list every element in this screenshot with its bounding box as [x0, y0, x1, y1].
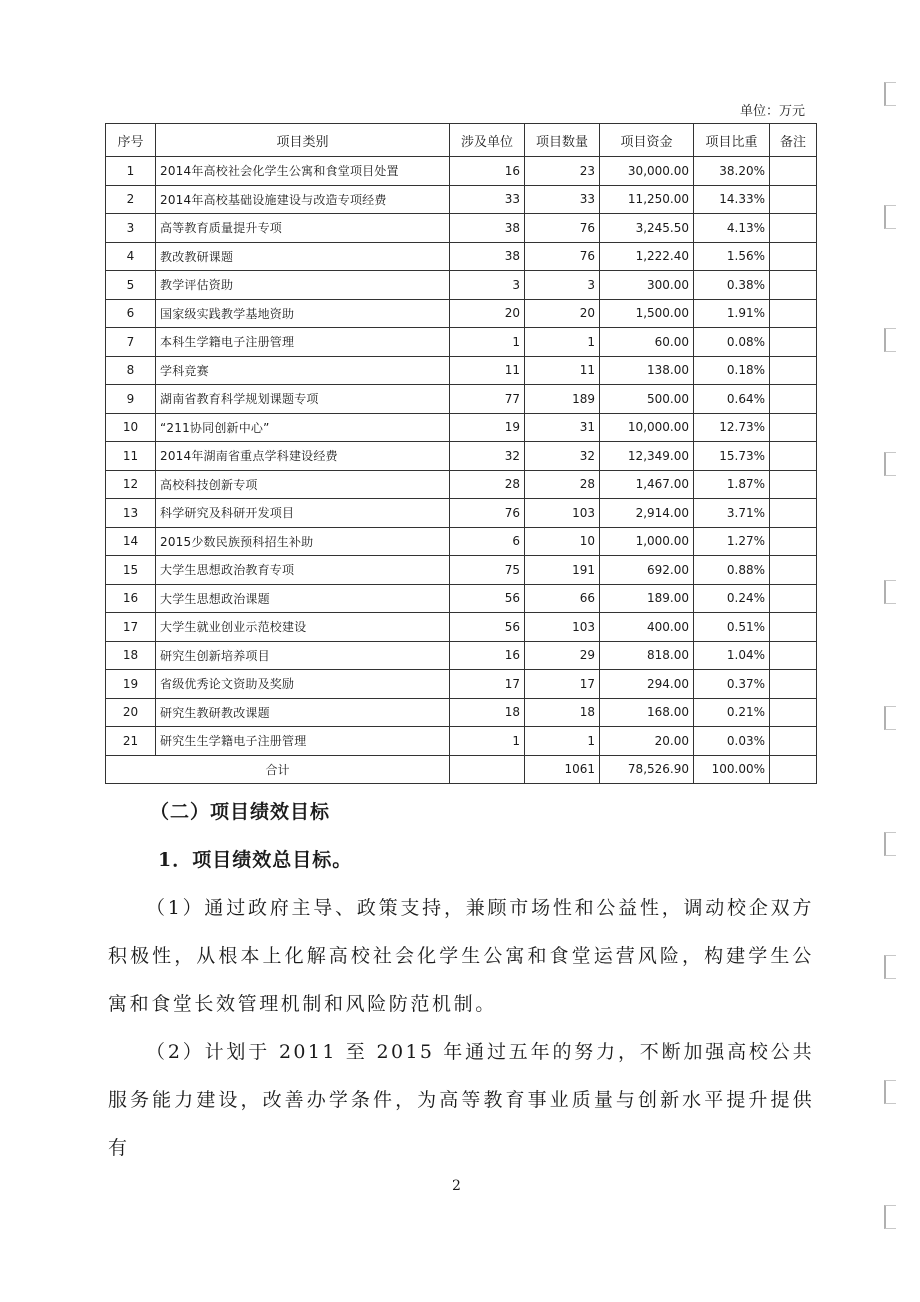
- cell-note: [770, 214, 817, 243]
- page-number: 2: [452, 1178, 461, 1194]
- cell-funds: 20.00: [600, 727, 694, 756]
- cell-category: 科学研究及科研开发项目: [156, 499, 450, 528]
- cell-no: 2: [106, 185, 156, 214]
- cell-note: [770, 527, 817, 556]
- cell-units: 75: [450, 556, 525, 585]
- header-cell-note: 备注: [770, 124, 817, 157]
- project-budget-table: [105, 123, 817, 784]
- cell-no: 14: [106, 527, 156, 556]
- cell-funds: 60.00: [600, 328, 694, 357]
- cell-category: 大学生思想政治教育专项: [156, 556, 450, 585]
- cell-funds: 1,467.00: [600, 470, 694, 499]
- cell-funds: 1,500.00: [600, 299, 694, 328]
- cell-category: 2014年高校基础设施建设与改造专项经费: [156, 185, 450, 214]
- unit-label: 单位：万元: [740, 104, 806, 119]
- table-row: [106, 499, 817, 528]
- cell-note: [770, 556, 817, 585]
- cell-units: 6: [450, 527, 525, 556]
- cell-count: 1: [525, 328, 600, 357]
- table-row: [106, 442, 817, 471]
- cell-category: 教改教研课题: [156, 242, 450, 271]
- cell-no: 17: [106, 613, 156, 642]
- cell-funds: 2,914.00: [600, 499, 694, 528]
- cell-share: 38.20%: [694, 157, 770, 186]
- binding-mark: [884, 82, 896, 106]
- header-cell-count: 项目数量: [525, 124, 600, 157]
- cell-units: 1: [450, 328, 525, 357]
- table-row: [106, 413, 817, 442]
- table-row: [106, 299, 817, 328]
- cell-category: 大学生就业创业示范校建设: [156, 613, 450, 642]
- table-body: [106, 157, 817, 784]
- cell-units: 16: [450, 641, 525, 670]
- cell-funds: 500.00: [600, 385, 694, 414]
- cell-units: 11: [450, 356, 525, 385]
- cell-note: [770, 613, 817, 642]
- header-cell-funds: 项目资金: [600, 124, 694, 157]
- cell-share: 15.73%: [694, 442, 770, 471]
- cell-funds: 189.00: [600, 584, 694, 613]
- cell-category: 湖南省教育科学规划课题专项: [156, 385, 450, 414]
- table-row: [106, 698, 817, 727]
- cell-category: 教学评估资助: [156, 271, 450, 300]
- cell-category: 本科生学籍电子注册管理: [156, 328, 450, 357]
- cell-note: [770, 242, 817, 271]
- cell-count: 11: [525, 356, 600, 385]
- cell-note: [770, 499, 817, 528]
- cell-no: 18: [106, 641, 156, 670]
- cell-units: 16: [450, 157, 525, 186]
- cell-funds: 294.00: [600, 670, 694, 699]
- cell-category: 高校科技创新专项: [156, 470, 450, 499]
- cell-units: 33: [450, 185, 525, 214]
- cell-funds: 400.00: [600, 613, 694, 642]
- cell-count: 191: [525, 556, 600, 585]
- cell-note: [770, 470, 817, 499]
- cell-units: 3: [450, 271, 525, 300]
- cell-category: 2014年高校社会化学生公寓和食堂项目处置: [156, 157, 450, 186]
- cell-count: 103: [525, 613, 600, 642]
- cell-share: 1.91%: [694, 299, 770, 328]
- cell-funds: 300.00: [600, 271, 694, 300]
- cell-no: 15: [106, 556, 156, 585]
- cell-no: 9: [106, 385, 156, 414]
- total-note: [770, 755, 817, 784]
- cell-no: 13: [106, 499, 156, 528]
- cell-units: 76: [450, 499, 525, 528]
- total-share: 100.00%: [694, 755, 770, 784]
- cell-units: 77: [450, 385, 525, 414]
- cell-funds: 1,000.00: [600, 527, 694, 556]
- total-units: [450, 755, 525, 784]
- table-row: [106, 242, 817, 271]
- cell-no: 19: [106, 670, 156, 699]
- binding-mark: [884, 205, 896, 229]
- table-row: [106, 271, 817, 300]
- cell-share: 12.73%: [694, 413, 770, 442]
- binding-mark: [884, 452, 896, 476]
- cell-funds: 818.00: [600, 641, 694, 670]
- cell-funds: 10,000.00: [600, 413, 694, 442]
- cell-funds: 12,349.00: [600, 442, 694, 471]
- cell-count: 1: [525, 727, 600, 756]
- cell-category: 研究生生学籍电子注册管理: [156, 727, 450, 756]
- total-row: [106, 755, 817, 784]
- header-cell-category: 项目类别: [156, 124, 450, 157]
- table-row: [106, 527, 817, 556]
- cell-count: 33: [525, 185, 600, 214]
- cell-category: 2014年湖南省重点学科建设经费: [156, 442, 450, 471]
- cell-note: [770, 413, 817, 442]
- cell-category: 研究生创新培养项目: [156, 641, 450, 670]
- cell-count: 10: [525, 527, 600, 556]
- cell-no: 8: [106, 356, 156, 385]
- cell-count: 17: [525, 670, 600, 699]
- cell-share: 0.51%: [694, 613, 770, 642]
- cell-share: 0.38%: [694, 271, 770, 300]
- header-cell-no: 序号: [106, 124, 156, 157]
- cell-category: 研究生教研教改课题: [156, 698, 450, 727]
- cell-note: [770, 670, 817, 699]
- total-label: 合计: [106, 755, 450, 784]
- paragraph-2: （2）计划于 2011 至 2015 年通过五年的努力，不断加强高校公共服务能力建设，改善办学条件，为高等教育事业质量与创新水平提升提供有: [108, 1041, 814, 1159]
- table-row: [106, 470, 817, 499]
- cell-note: [770, 698, 817, 727]
- cell-category: 大学生思想政治课题: [156, 584, 450, 613]
- cell-note: [770, 442, 817, 471]
- cell-no: 6: [106, 299, 156, 328]
- cell-count: 29: [525, 641, 600, 670]
- cell-note: [770, 299, 817, 328]
- cell-note: [770, 271, 817, 300]
- cell-no: 3: [106, 214, 156, 243]
- cell-no: 20: [106, 698, 156, 727]
- binding-mark: [884, 1205, 896, 1229]
- table-row: [106, 613, 817, 642]
- cell-funds: 1,222.40: [600, 242, 694, 271]
- cell-no: 12: [106, 470, 156, 499]
- paragraph-1: （1）通过政府主导、政策支持，兼顾市场性和公益性，调动校企双方积极性，从根本上化解高校社会化学生公寓和食堂运营风险，构建学生公寓和食堂长效管理机制和风险防范机制。: [108, 897, 814, 1015]
- cell-share: 0.03%: [694, 727, 770, 756]
- cell-note: [770, 185, 817, 214]
- cell-share: 14.33%: [694, 185, 770, 214]
- cell-no: 5: [106, 271, 156, 300]
- cell-category: 高等教育质量提升专项: [156, 214, 450, 243]
- cell-units: 28: [450, 470, 525, 499]
- cell-no: 10: [106, 413, 156, 442]
- cell-note: [770, 584, 817, 613]
- cell-share: 0.18%: [694, 356, 770, 385]
- cell-share: 4.13%: [694, 214, 770, 243]
- header-cell-units: 涉及单位: [450, 124, 525, 157]
- cell-units: 17: [450, 670, 525, 699]
- cell-share: 0.08%: [694, 328, 770, 357]
- cell-funds: 168.00: [600, 698, 694, 727]
- cell-share: 0.64%: [694, 385, 770, 414]
- cell-share: 3.71%: [694, 499, 770, 528]
- cell-no: 4: [106, 242, 156, 271]
- binding-mark: [884, 1080, 896, 1104]
- header-cell-share: 项目比重: [694, 124, 770, 157]
- cell-funds: 138.00: [600, 356, 694, 385]
- cell-units: 38: [450, 214, 525, 243]
- total-count: 1061: [525, 755, 600, 784]
- cell-note: [770, 328, 817, 357]
- cell-share: 1.87%: [694, 470, 770, 499]
- table-header-row: [106, 124, 817, 157]
- binding-mark: [884, 955, 896, 979]
- cell-count: 76: [525, 242, 600, 271]
- cell-units: 19: [450, 413, 525, 442]
- section-heading: （二）项目绩效目标: [150, 801, 331, 823]
- table-row: [106, 670, 817, 699]
- table-row: [106, 584, 817, 613]
- cell-units: 1: [450, 727, 525, 756]
- cell-category: “211协同创新中心”: [156, 413, 450, 442]
- subsection-heading: 1．项目绩效总目标。: [158, 849, 353, 871]
- cell-no: 1: [106, 157, 156, 186]
- cell-count: 31: [525, 413, 600, 442]
- cell-funds: 3,245.50: [600, 214, 694, 243]
- cell-share: 0.21%: [694, 698, 770, 727]
- table-row: [106, 214, 817, 243]
- cell-count: 23: [525, 157, 600, 186]
- cell-share: 0.37%: [694, 670, 770, 699]
- table-row: [106, 328, 817, 357]
- binding-mark: [884, 580, 896, 604]
- cell-category: 国家级实践教学基地资助: [156, 299, 450, 328]
- binding-mark: [884, 706, 896, 730]
- table-row: [106, 185, 817, 214]
- cell-count: 103: [525, 499, 600, 528]
- cell-units: 32: [450, 442, 525, 471]
- cell-no: 16: [106, 584, 156, 613]
- cell-count: 3: [525, 271, 600, 300]
- cell-no: 21: [106, 727, 156, 756]
- cell-funds: 30,000.00: [600, 157, 694, 186]
- cell-funds: 11,250.00: [600, 185, 694, 214]
- cell-note: [770, 356, 817, 385]
- cell-count: 189: [525, 385, 600, 414]
- cell-category: 学科竞赛: [156, 356, 450, 385]
- cell-share: 1.27%: [694, 527, 770, 556]
- binding-mark: [884, 328, 896, 352]
- cell-units: 56: [450, 613, 525, 642]
- cell-share: 0.24%: [694, 584, 770, 613]
- table-row: [106, 157, 817, 186]
- binding-mark: [884, 832, 896, 856]
- cell-note: [770, 727, 817, 756]
- cell-units: 20: [450, 299, 525, 328]
- total-funds: 78,526.90: [600, 755, 694, 784]
- cell-no: 11: [106, 442, 156, 471]
- cell-count: 66: [525, 584, 600, 613]
- cell-funds: 692.00: [600, 556, 694, 585]
- cell-note: [770, 385, 817, 414]
- cell-note: [770, 157, 817, 186]
- cell-count: 28: [525, 470, 600, 499]
- table-row: [106, 727, 817, 756]
- cell-no: 7: [106, 328, 156, 357]
- cell-share: 1.56%: [694, 242, 770, 271]
- cell-units: 56: [450, 584, 525, 613]
- cell-category: 2015少数民族预科招生补助: [156, 527, 450, 556]
- cell-units: 38: [450, 242, 525, 271]
- table-row: [106, 641, 817, 670]
- cell-count: 20: [525, 299, 600, 328]
- table-row: [106, 356, 817, 385]
- cell-share: 1.04%: [694, 641, 770, 670]
- cell-count: 76: [525, 214, 600, 243]
- cell-category: 省级优秀论文资助及奖励: [156, 670, 450, 699]
- cell-units: 18: [450, 698, 525, 727]
- cell-note: [770, 641, 817, 670]
- cell-count: 32: [525, 442, 600, 471]
- table-row: [106, 556, 817, 585]
- cell-share: 0.88%: [694, 556, 770, 585]
- cell-count: 18: [525, 698, 600, 727]
- table-row: [106, 385, 817, 414]
